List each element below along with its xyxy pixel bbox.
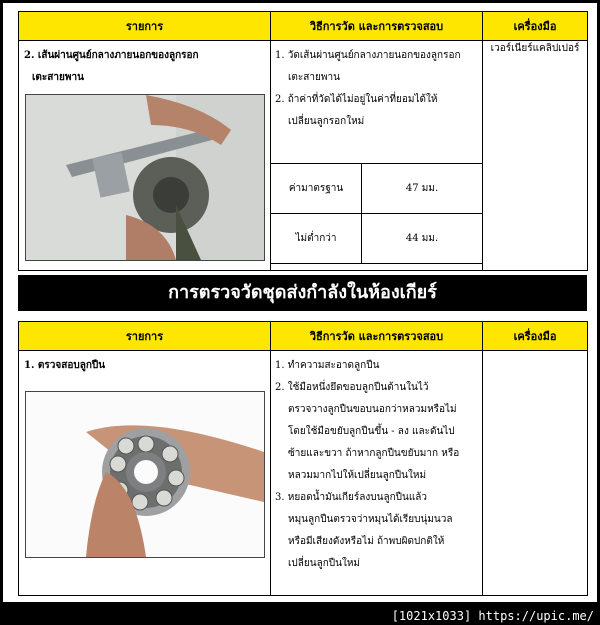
list-item: 2. ใช้มือหนึ่งยึดขอบลูกปืนด้านในไว้: [275, 382, 429, 393]
section-title-band: การตรวจวัดชุดส่งกำลังในห้องเกียร์: [18, 275, 587, 311]
list-item: เตะสายพาน: [288, 72, 340, 83]
header-tool: เครื่องมือ: [483, 322, 588, 351]
caliper-photo: [25, 94, 265, 261]
table-header-row: [19, 12, 588, 41]
list-item: 2. ถ้าค่าที่วัดได้ไม่อยู่ในค่าที่ยอมได้ให้: [275, 94, 438, 105]
spec-label: ค่ามาตรฐาน: [271, 164, 362, 214]
bearing-photo: [25, 391, 265, 558]
list-item: เปลี่ยนลูกปืนใหม่: [288, 558, 361, 569]
spec-table: [270, 163, 483, 264]
list-item: 1. ทำความสะอาดลูกปืน: [275, 360, 380, 371]
header-method: วิธีการวัด และการตรวจสอบ: [271, 322, 483, 351]
inspection-table-1: [18, 11, 588, 271]
item-title: 1. ตรวจสอบลูกปืน: [24, 360, 106, 371]
document-page: [3, 3, 597, 602]
method-cell: [271, 41, 483, 271]
tool-cell: เวอร์เนียร์แคลิปเปอร์: [483, 41, 588, 271]
spec-value: 47 มม.: [362, 164, 483, 214]
list-item: เปลี่ยนลูกรอกใหม่: [288, 116, 365, 127]
item-cell: [19, 41, 271, 271]
spec-value: 44 มม.: [362, 214, 483, 264]
header-item: รายการ: [19, 322, 271, 351]
inspection-table-2: [18, 321, 588, 596]
list-item: ตรวจวางลูกปืนขอบนอกว่าหลวมหรือไม่: [288, 404, 457, 415]
method-cell: [271, 351, 483, 596]
table-row: [271, 214, 483, 264]
table-header-row: [19, 322, 588, 351]
spec-label: ไม่ต่ำกว่า: [271, 214, 362, 264]
list-item: ซ้ายและขวา ถ้าหากลูกปืนขยับมาก หรือ: [288, 448, 460, 459]
image-size-footer: [1021x1033] https://upic.me/: [391, 609, 594, 623]
list-item: โดยใช้มือขยับลูกปืนขึ้น - ลง และดันไป: [288, 426, 455, 437]
table-row: [19, 351, 588, 596]
header-tool: เครื่องมือ: [483, 12, 588, 41]
list-item: หมุนลูกปืนตรวจว่าหมุนได้เรียบนุ่มนวล: [288, 514, 453, 525]
table-row: [271, 164, 483, 214]
method-steps: [271, 41, 482, 163]
item-cell: [19, 351, 271, 596]
item-title: 2. เส้นผ่านศูนย์กลางภายนอกของลูกรอก: [24, 50, 199, 61]
table-row: [19, 41, 588, 271]
tool-cell: [483, 351, 588, 596]
method-steps: [271, 351, 482, 575]
header-item: รายการ: [19, 12, 271, 41]
list-item: หลวมมากไปให้เปลี่ยนลูกปืนใหม่: [288, 470, 427, 481]
item-title-cont: เตะสายพาน: [32, 72, 84, 83]
list-item: 3. หยอดน้ำมันเกียร์ลงบนลูกปืนแล้ว: [275, 492, 428, 503]
list-item: 1. วัดเส้นผ่านศูนย์กลางภายนอกของลูกรอก: [275, 50, 461, 61]
list-item: หรือมีเสียงดังหรือไม่ ถ้าพบผิดปกติให้: [288, 536, 445, 547]
header-method: วิธีการวัด และการตรวจสอบ: [271, 12, 483, 41]
